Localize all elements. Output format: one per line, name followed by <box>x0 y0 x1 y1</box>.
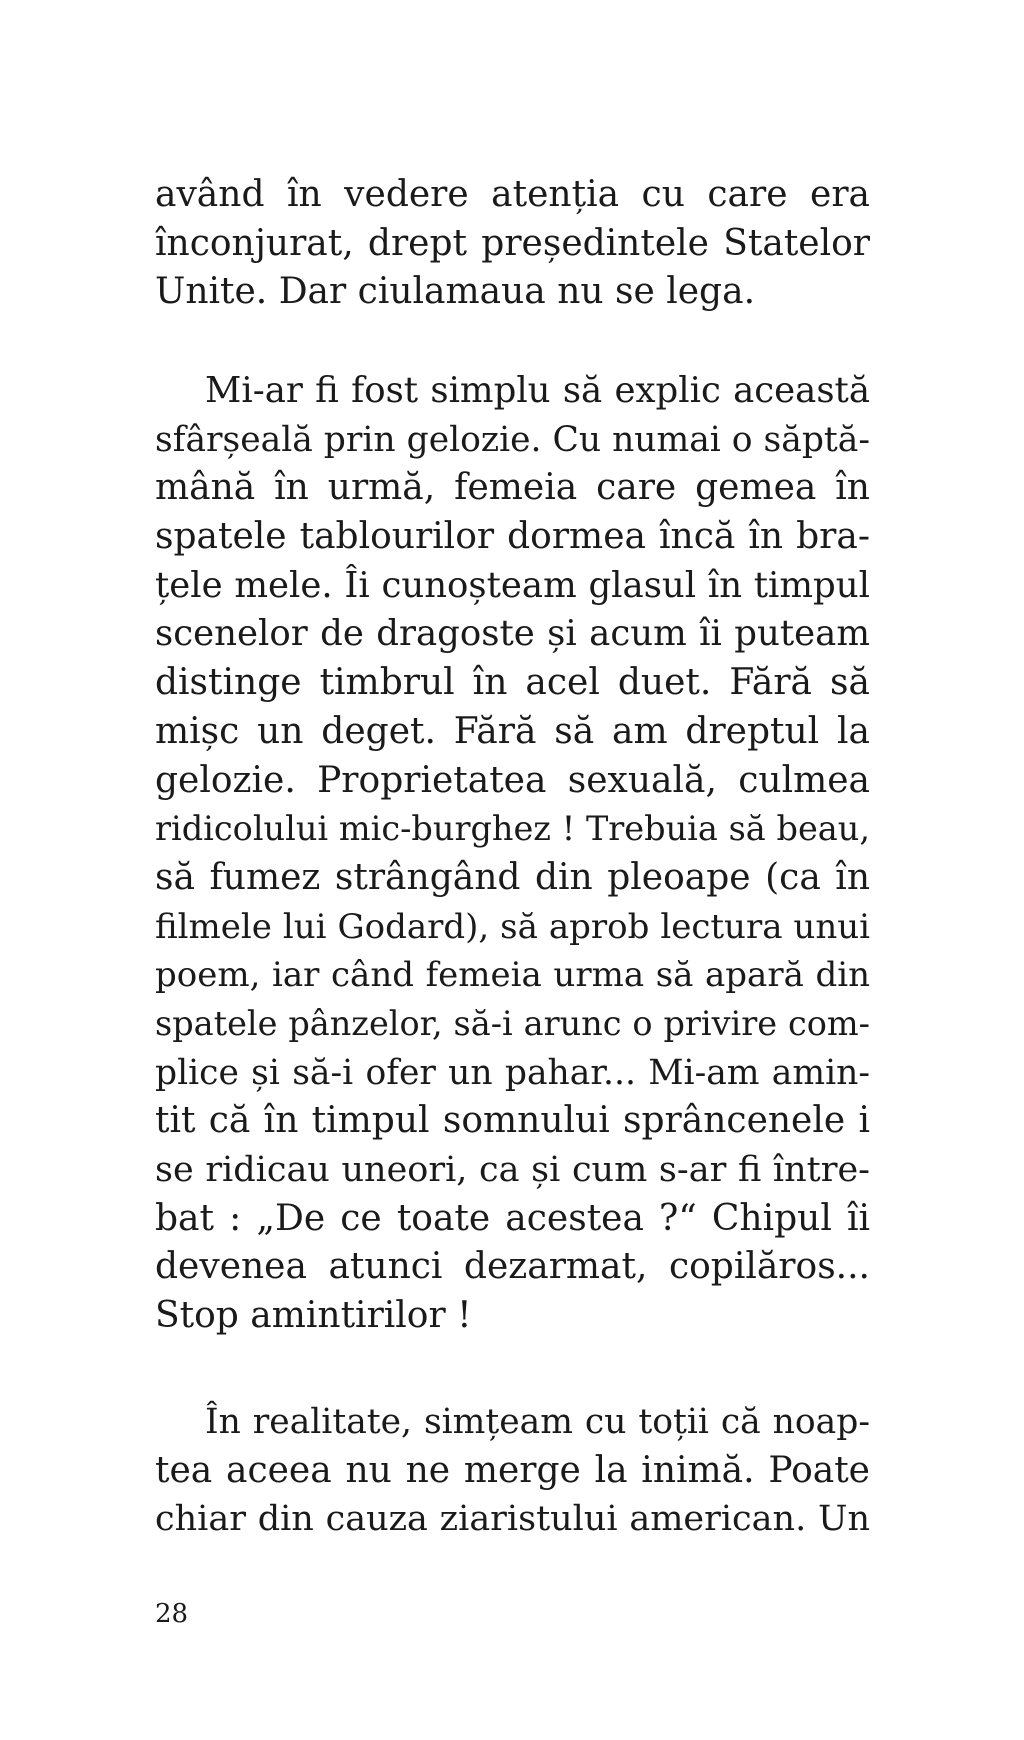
text-line: Stop amintirilor ! <box>155 1295 472 1337</box>
text-line: spatele pânzelor, să-i arunc o privire com- <box>155 1003 870 1043</box>
paragraph-2 <box>155 367 870 1341</box>
text-line: gelozie. Proprietatea sexuală, culmea <box>155 759 870 801</box>
text-line: țele mele. Îi cunoșteam glasul în timpul <box>155 564 870 606</box>
text-line: sfârșeală prin gelozie. Cu numai o săptă- <box>155 419 870 460</box>
text-line: bat : „De ce toate acestea ?“ Chipul îi <box>155 1197 870 1239</box>
text-line: să fumez strângând din pleoape (ca în <box>155 856 870 898</box>
text-line: se ridicau uneori, ca și cum s-ar fi între- <box>155 1150 870 1190</box>
text-line: poem, iar când femeia urma să apară din <box>155 955 870 996</box>
paragraph-3 <box>155 1398 870 1544</box>
text-line: chiar din cauza ziaristului american. Un <box>155 1499 870 1540</box>
text-line: ridicolului mic-burghez ! Trebuia să beau, <box>155 809 870 849</box>
text-line: distinge timbrul în acel duet. Fără să <box>155 662 870 704</box>
text-line: scenelor de dragoste și acum îi puteam <box>155 613 870 655</box>
text-line: mișc un deget. Fără să am dreptul la <box>155 710 870 752</box>
text-line: filmele lui Godard), să aprob lectura unui <box>155 906 870 947</box>
text-line: devenea atunci dezarmat, copilăros... <box>155 1246 870 1288</box>
text-line: plice și să-i ofer un pahar... Mi-am amin- <box>155 1052 870 1093</box>
text-line: Mi-ar fi fost simplu să explic această <box>205 370 870 411</box>
text-line: Unite. Dar ciulamaua nu se lega. <box>155 271 756 313</box>
text-line: tit că în timpul somnului sprâncenele i <box>155 1100 870 1142</box>
text-line: înconjurat, drept președintele Statelor <box>155 222 870 264</box>
text-line: tea aceea nu ne merge la inimă. Poate <box>155 1449 870 1491</box>
text-line: spatele tablourilor dormea încă în bra- <box>155 516 870 558</box>
text-line: mână în urmă, femeia care gemea în <box>155 467 870 509</box>
page-number: 28 <box>155 1599 189 1629</box>
paragraph-1 <box>155 171 870 317</box>
text-line: având în vedere atenția cu care era <box>155 174 870 215</box>
text-line: În realitate, simțeam cu toții că noap- <box>205 1402 870 1442</box>
